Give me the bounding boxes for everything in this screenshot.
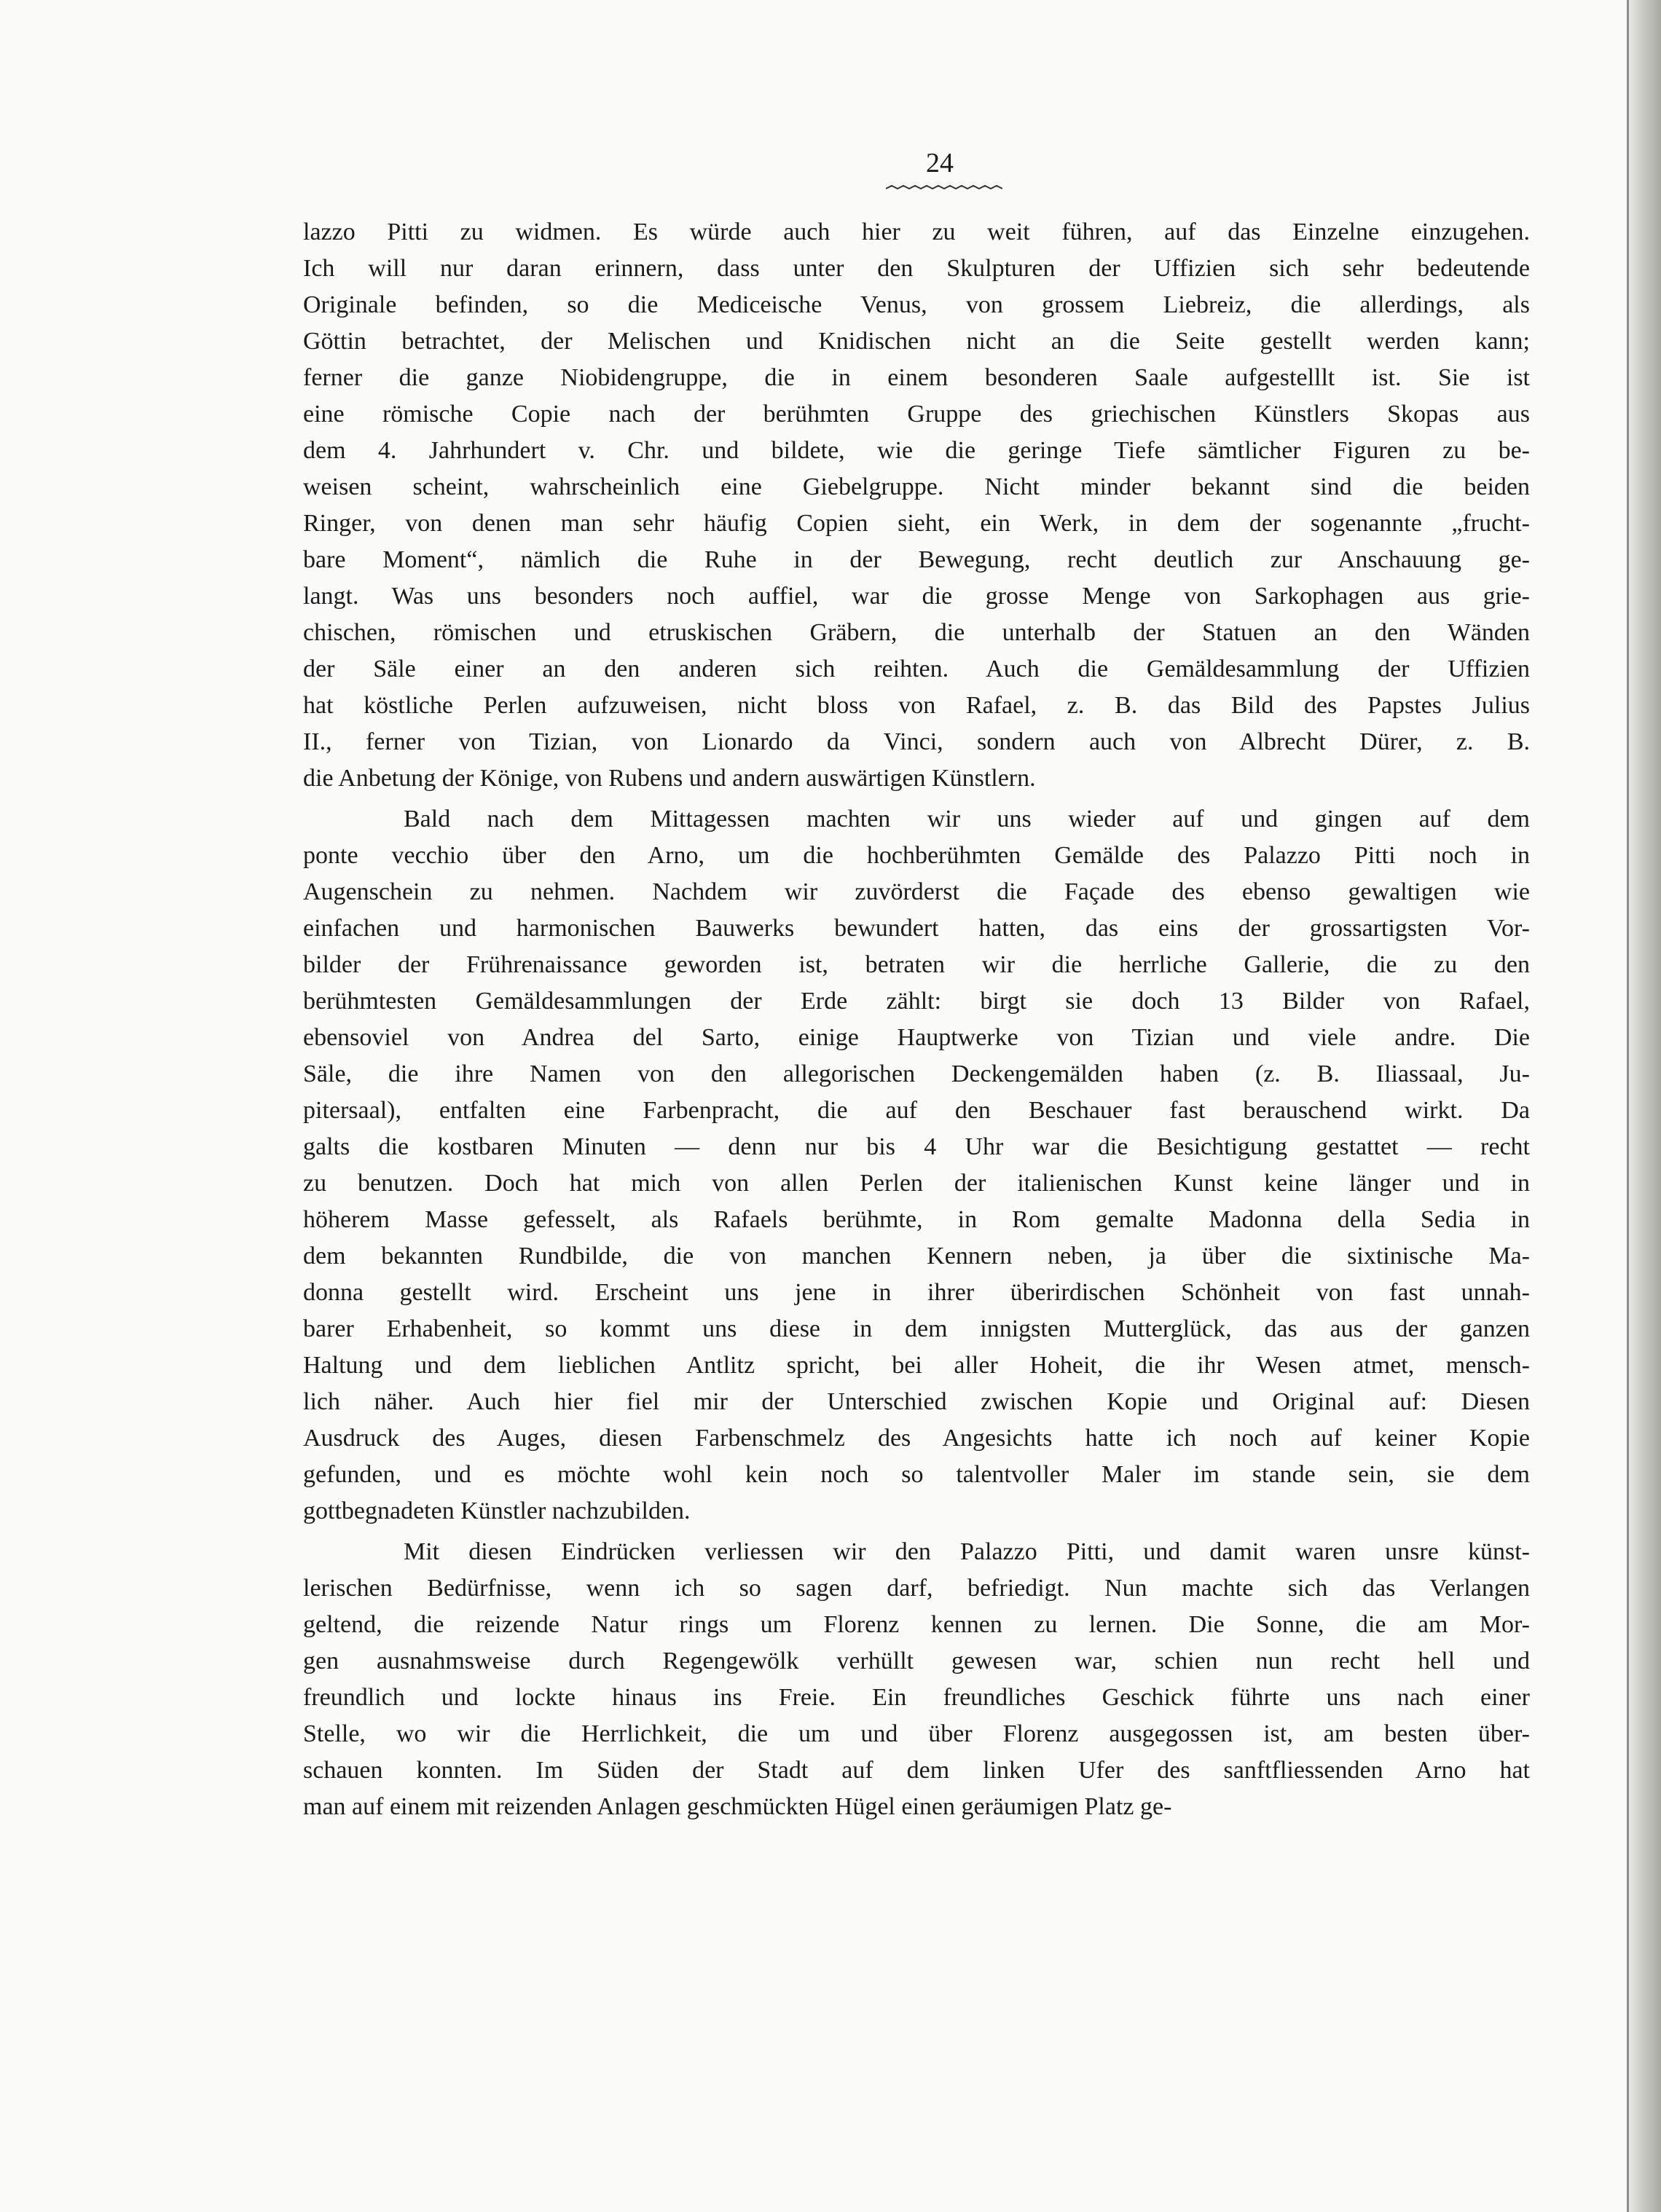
text-line: gottbegnadeten Künstler nachzubilden. (303, 1497, 691, 1524)
text-line: dem 4. Jahrhundert v. Chr. und bildete, wie die geringe Tiefe sämtlicher Figuren zu be- (303, 437, 1530, 464)
text-line: Bald nach dem Mittagessen machten wir uns wieder auf und gingen auf dem (404, 806, 1530, 833)
text-line: Mit diesen Eindrücken verliessen wir den Palazzo Pitti, und damit waren unsre künst- (404, 1538, 1530, 1565)
page-number: 24 (926, 148, 954, 178)
text-line: Stelle, wo wir die Herrlichkeit, die um und über Florenz ausgegossen ist, am besten über- (303, 1720, 1530, 1747)
text-line: bare Moment“, nämlich die Ruhe in der Bewegung, recht deutlich zur Anschauung ge- (303, 546, 1530, 573)
text-line: geltend, die reizende Natur rings um Florenz kennen zu lernen. Die Sonne, die am Mor- (303, 1611, 1530, 1638)
text-line: Ich will nur daran erinnern, dass unter den Skulpturen der Uffizien sich sehr bedeutende (303, 255, 1530, 282)
text-line: Säle, die ihre Namen von den allegorischen Deckengemälden haben (z. B. Iliassaal, Ju- (303, 1060, 1530, 1087)
text-line: galts die kostbaren Minuten — denn nur bis 4 Uhr war die Besichtigung gestattet — recht (303, 1133, 1530, 1160)
page-number-ornament (886, 184, 1002, 191)
paragraph (303, 1534, 1530, 1825)
page-edge (1629, 0, 1661, 2212)
text-line: schauen konnten. Im Süden der Stadt auf dem linken Ufer des sanftfliessenden Arno hat (303, 1757, 1530, 1784)
paragraph (303, 801, 1530, 1530)
body-text (303, 214, 1530, 1830)
text-line: Ringer, von denen man sehr häufig Copien sieht, ein Werk, in dem der sogenannte „frucht- (303, 510, 1530, 537)
text-line: Göttin betrachtet, der Melischen und Knidischen nicht an die Seite gestellt werden kann; (303, 328, 1530, 355)
text-line: lazzo Pitti zu widmen. Es würde auch hier zu weit führen, auf das Einzelne einzugehen. (303, 219, 1530, 245)
text-line: gen ausnahmsweise durch Regengewölk verhüllt gewesen war, schien nun recht hell und (303, 1648, 1530, 1674)
text-line: die Anbetung der Könige, von Rubens und andern auswärtigen Künstlern. (303, 765, 1036, 792)
text-line: freundlich und lockte hinaus ins Freie. Ein freundliches Geschick führte uns nach einer (303, 1684, 1530, 1711)
text-line: Augenschein zu nehmen. Nachdem wir zuvörderst die Façade des ebenso gewaltigen wie (303, 878, 1530, 905)
text-line: einfachen und harmonischen Bauwerks bewundert hatten, das eins der grossartigsten Vor- (303, 915, 1530, 942)
text-line: gefunden, und es möchte wohl kein noch so talentvoller Maler im stande sein, sie dem (303, 1461, 1530, 1488)
text-line: ponte vecchio über den Arno, um die hochberühmten Gemälde des Palazzo Pitti noch in (303, 842, 1530, 869)
text-line: Ausdruck des Auges, diesen Farbenschmelz des Angesichts hatte ich noch auf keiner Kopie (303, 1425, 1530, 1452)
text-line: bilder der Frührenaissance geworden ist, betraten wir die herrliche Gallerie, die zu den (303, 951, 1530, 978)
text-line: II., ferner von Tizian, von Lionardo da Vinci, sondern auch von Albrecht Dürer, z. B. (303, 728, 1530, 755)
text-line: ebensoviel von Andrea del Sarto, einige Hauptwerke von Tizian und viele andre. Die (303, 1024, 1530, 1051)
text-line: dem bekannten Rundbilde, die von manchen Kennern neben, ja über die sixtinische Ma- (303, 1243, 1530, 1270)
text-line: lerischen Bedürfnisse, wenn ich so sagen darf, befriedigt. Nun machte sich das Verlangen (303, 1575, 1530, 1602)
text-line: Originale befinden, so die Mediceische Venus, von grossem Liebreiz, die allerdings, als (303, 291, 1530, 318)
text-line: ferner die ganze Niobidengruppe, die in einem besonderen Saale aufgestelllt ist. Sie ist (303, 364, 1530, 391)
text-line: der Säle einer an den anderen sich reihten. Auch die Gemäldesammlung der Uffizien (303, 656, 1530, 682)
text-line: Haltung und dem lieblichen Antlitz spricht, bei aller Hoheit, die ihr Wesen atmet, mensch- (303, 1352, 1530, 1379)
text-line: langt. Was uns besonders noch auffiel, war die grosse Menge von Sarkophagen aus grie- (303, 583, 1530, 610)
text-line: zu benutzen. Doch hat mich von allen Perlen der italienischen Kunst keine länger und in (303, 1170, 1530, 1197)
text-line: höherem Masse gefesselt, als Rafaels berühmte, in Rom gemalte Madonna della Sedia in (303, 1206, 1530, 1233)
text-line: weisen scheint, wahrscheinlich eine Giebelgruppe. Nicht minder bekannt sind die beiden (303, 473, 1530, 500)
paragraph (303, 214, 1530, 797)
text-line: donna gestellt wird. Erscheint uns jene in ihrer überirdischen Schönheit von fast unnah- (303, 1279, 1530, 1306)
text-line: eine römische Copie nach der berühmten Gruppe des griechischen Künstlers Skopas aus (303, 401, 1530, 428)
text-line: chischen, römischen und etruskischen Gräbern, die unterhalb der Statuen an den Wänden (303, 619, 1530, 646)
text-line: hat köstliche Perlen aufzuweisen, nicht bloss von Rafael, z. B. das Bild des Papstes Julius (303, 692, 1530, 719)
text-line: barer Erhabenheit, so kommt uns diese in dem innigsten Mutterglück, das aus der ganzen (303, 1315, 1530, 1342)
text-line: man auf einem mit reizenden Anlagen geschmückten Hügel einen geräumigen Platz ge- (303, 1793, 1172, 1820)
text-line: berühmtesten Gemäldesammlungen der Erde zählt: birgt sie doch 13 Bilder von Rafael, (303, 988, 1530, 1015)
text-line: lich näher. Auch hier fiel mir der Unterschied zwischen Kopie und Original auf: Diesen (303, 1388, 1530, 1415)
text-line: pitersaal), entfalten eine Farbenpracht, die auf den Beschauer fast berauschend wirkt. Da (303, 1097, 1530, 1124)
